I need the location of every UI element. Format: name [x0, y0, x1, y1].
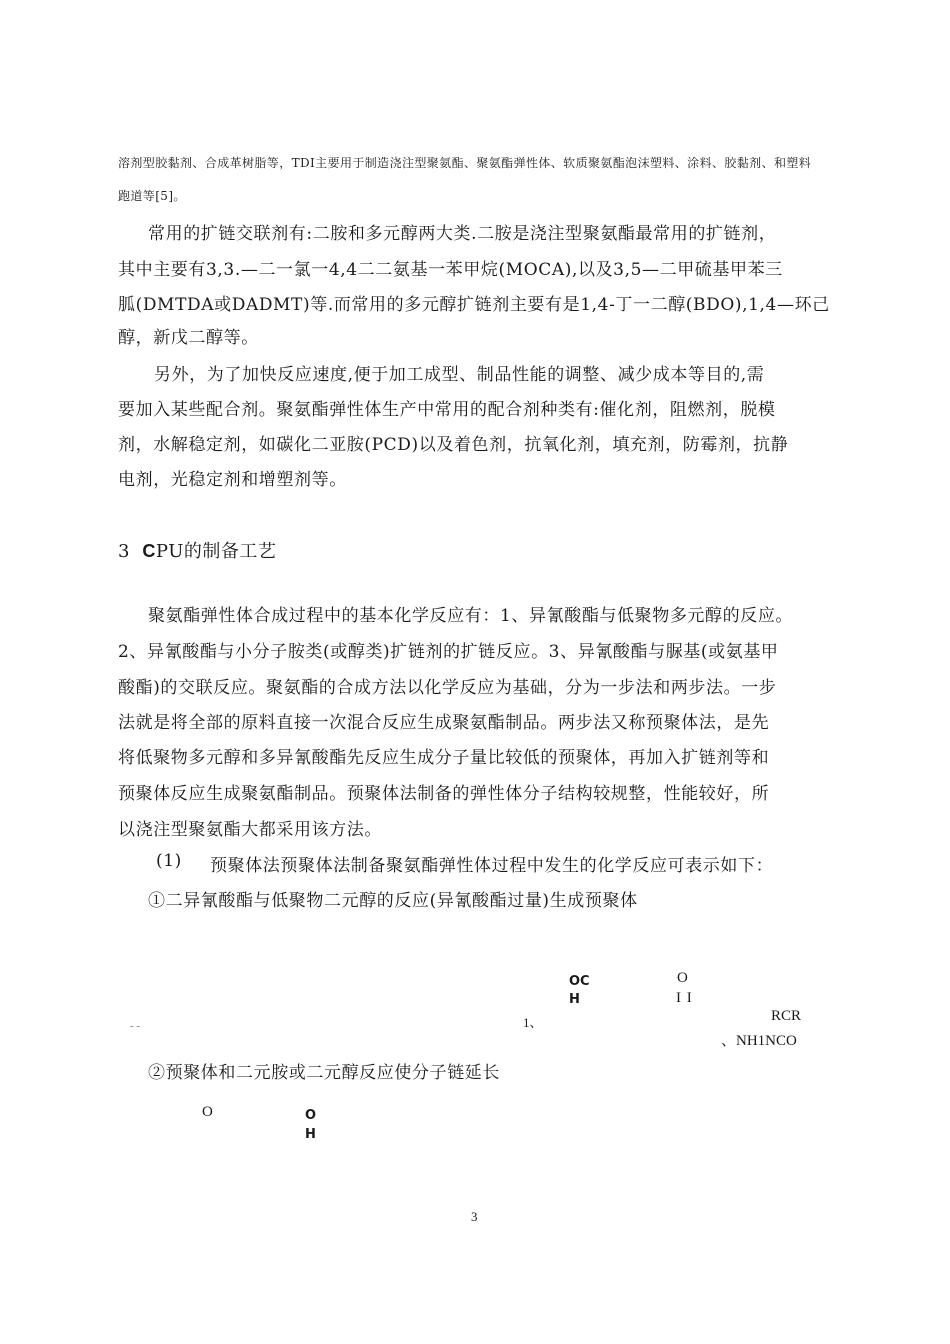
- paragraph-line: 另外，为了加快反应速度,便于加工成型、制品性能的调整、减少成本等目的,需: [154, 365, 765, 385]
- formula-number: 1、: [523, 1015, 543, 1030]
- page-number: 3: [471, 1209, 478, 1224]
- paragraph-line: 酸酯)的交联反应。聚氨酯的合成方法以化学反应为基础，分为一步法和两步法。一步: [118, 678, 777, 698]
- formula-oh-o: O: [305, 1108, 317, 1123]
- section-bold-letter: C: [142, 541, 156, 561]
- paragraph-line: 胍(DMTDA或DADMT)等.而常用的多元醇扩链剂主要有是1,4-丁一二醇(BDO),1,4—环己: [118, 295, 830, 315]
- reaction-step-2: ②预聚体和二元胺或二元醇反应使分子链延长: [148, 1063, 500, 1083]
- paragraph-line: 预聚体反应生成聚氨酯制品。预聚体法制备的弹性体分子结构较规整，性能较好，所: [118, 784, 770, 804]
- formula-nh-nco: 、NH1NCO: [721, 1033, 797, 1049]
- formula-rcr: RCR: [771, 1008, 802, 1024]
- paragraph-line: 以浇注型聚氨酯大都采用该方法。: [118, 820, 382, 840]
- reaction-step-1: ①二异氰酸酯与低聚物二元醇的反应(异氰酸酯过量)生成预聚体: [148, 891, 638, 911]
- paragraph-line: 其中主要有3,3.—二一氯一4,4二二氨基一苯甲烷(MOCA),以及3,5—二甲硫基甲苯三: [118, 260, 783, 280]
- formula-h: H: [569, 992, 580, 1007]
- formula-o: O: [677, 970, 688, 986]
- paragraph-line: 剂，水解稳定剂，如碳化二亚胺(PCD)以及着色剂，抗氧化剂，填充剂，防霉剂，抗静: [118, 435, 789, 455]
- section-title: PU的制备工艺: [155, 541, 277, 562]
- formula-o: O: [202, 1104, 213, 1120]
- paragraph-line: 要加入某些配合剂。聚氨酯弹性体生产中常用的配合剂种类有:催化剂，阻燃剂，脱模: [118, 400, 776, 420]
- paragraph-line: 2、异氰酸酯与小分子胺类(或醇类)扩链剂的扩链反应。3、异氰酸酯与脲基(或氨基甲: [118, 642, 779, 662]
- paragraph-line: 醇，新戊二醇等。: [118, 328, 259, 348]
- paragraph-line: 聚氨酯弹性体合成过程中的基本化学反应有：1、异氰酸酯与低聚物多元醇的反应。: [148, 606, 794, 626]
- list-item-marker: (1): [156, 851, 182, 871]
- paragraph-line: 法就是将全部的原料直接一次混合反应生成聚氨酯制品。两步法又称预聚体法，是先: [118, 713, 770, 733]
- formula-bonds: I I: [676, 990, 693, 1006]
- paragraph-line: 常用的扩链交联剂有:二胺和多元醇两大类.二胺是浇注型聚氨酯最常用的扩链剂，: [148, 224, 777, 244]
- formula-dash: - -: [130, 1020, 141, 1032]
- top-para-line-2: 跑道等[5]。: [118, 189, 186, 203]
- section-number: 3: [118, 541, 130, 562]
- formula-oc: OC: [569, 974, 590, 989]
- formula-oh-h: H: [305, 1127, 316, 1142]
- top-para-line-1: 溶剂型胶黏剂、合成革树脂等，TDI主要用于制造浇注型聚氨酯、聚氨酯弹性体、软质聚氨酯泡沫塑料、涂料、胶黏剂、和塑料: [118, 156, 812, 170]
- list-item-text: 预聚体法预聚体法制备聚氨酯弹性体过程中发生的化学反应可表示如下：: [210, 856, 774, 876]
- paragraph-line: 电剂，光稳定剂和增塑剂等。: [118, 470, 347, 490]
- section-heading: [118, 537, 276, 563]
- paragraph-line: 将低聚物多元醇和多异氰酸酯先反应生成分子量比较低的预聚体，再加入扩链剂等和: [118, 748, 770, 768]
